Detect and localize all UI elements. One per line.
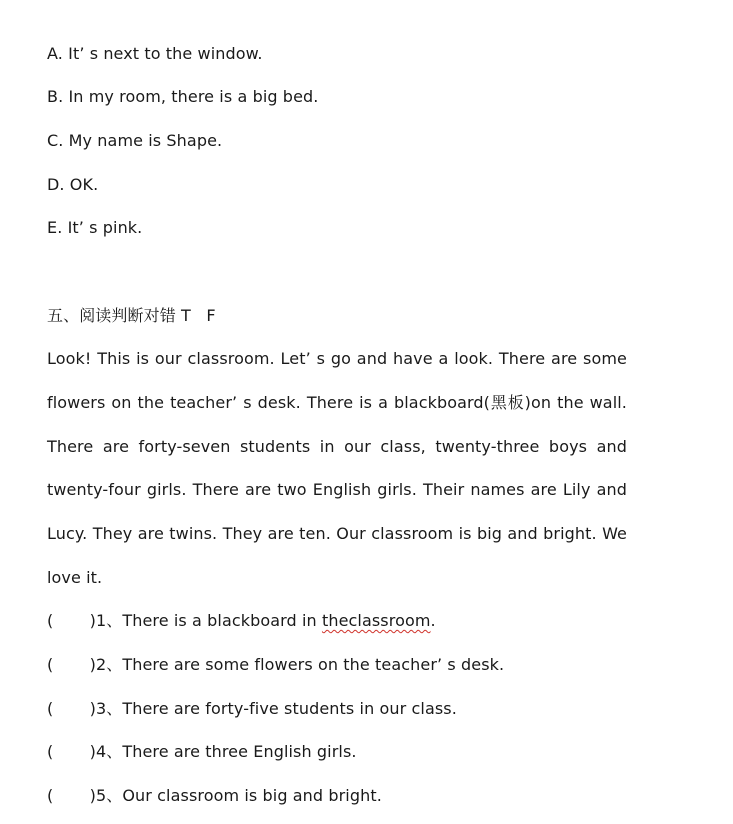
option-c: C. My name is Shape. [47,131,223,150]
question-5: ( )5、Our classroom is big and bright. [47,786,382,805]
passage-line-3: There are forty-seven students in our class, twenty-three boys and [47,437,627,456]
option-b: B. In my room, there is a big bed. [47,87,319,106]
option-e: E. It’ s pink. [47,218,143,237]
question-3: ( )3、There are forty-five students in our class. [47,699,457,718]
spelling-marked-word: theclassroom [321,611,431,630]
passage-line-6: love it. [47,568,103,587]
passage-line-4: twenty-four girls. There are two English girls. Their names are Lily and [47,480,627,499]
question-1-period: . [430,611,436,630]
question-1-text: ( )1、There is a blackboard in [47,611,322,630]
question-2: ( )2、There are some flowers on the teacher’ s desk. [47,655,505,674]
question-4: ( )4、There are three English girls. [47,742,357,761]
section-heading: 五、阅读判断对错 T F [47,306,216,325]
passage-line-5: Lucy. They are twins. They are ten. Our classroom is big and bright. We [47,524,627,543]
question-1 [47,611,436,631]
passage-line-2: flowers on the teacher’ s desk. There is a blackboard(黑板)on the wall. [47,393,627,412]
option-a: A. It’ s next to the window. [47,44,263,63]
passage-line-1: Look! This is our classroom. Let’ s go and have a look. There are some [47,349,627,368]
option-d: D. OK. [47,175,99,194]
